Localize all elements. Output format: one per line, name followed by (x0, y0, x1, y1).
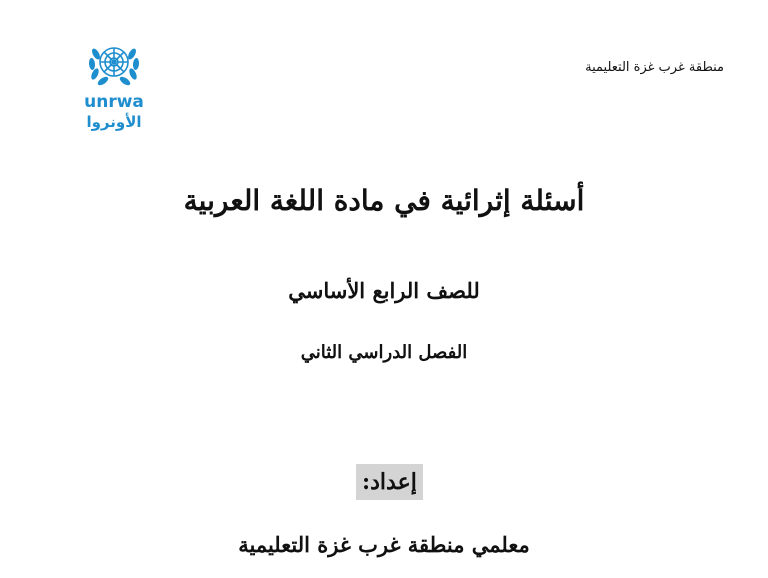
grade-subtitle: للصف الرابع الأساسي (288, 278, 480, 303)
un-emblem-icon (74, 30, 154, 134)
logo-latin-text: unrwa (84, 92, 144, 112)
unrwa-logo (74, 30, 154, 134)
document-title: أسئلة إثرائية في مادة اللغة العربية (183, 184, 585, 217)
logo-arabic-text: الأونروا (86, 113, 142, 131)
semester-subtitle: الفصل الدراسي الثاني (300, 342, 468, 363)
prepared-by-label: إعداد: (356, 464, 423, 500)
region-header: منطقة غرب غزة التعليمية (585, 60, 724, 75)
authors-line: معلمي منطقة غرب غزة التعليمية (238, 532, 530, 557)
